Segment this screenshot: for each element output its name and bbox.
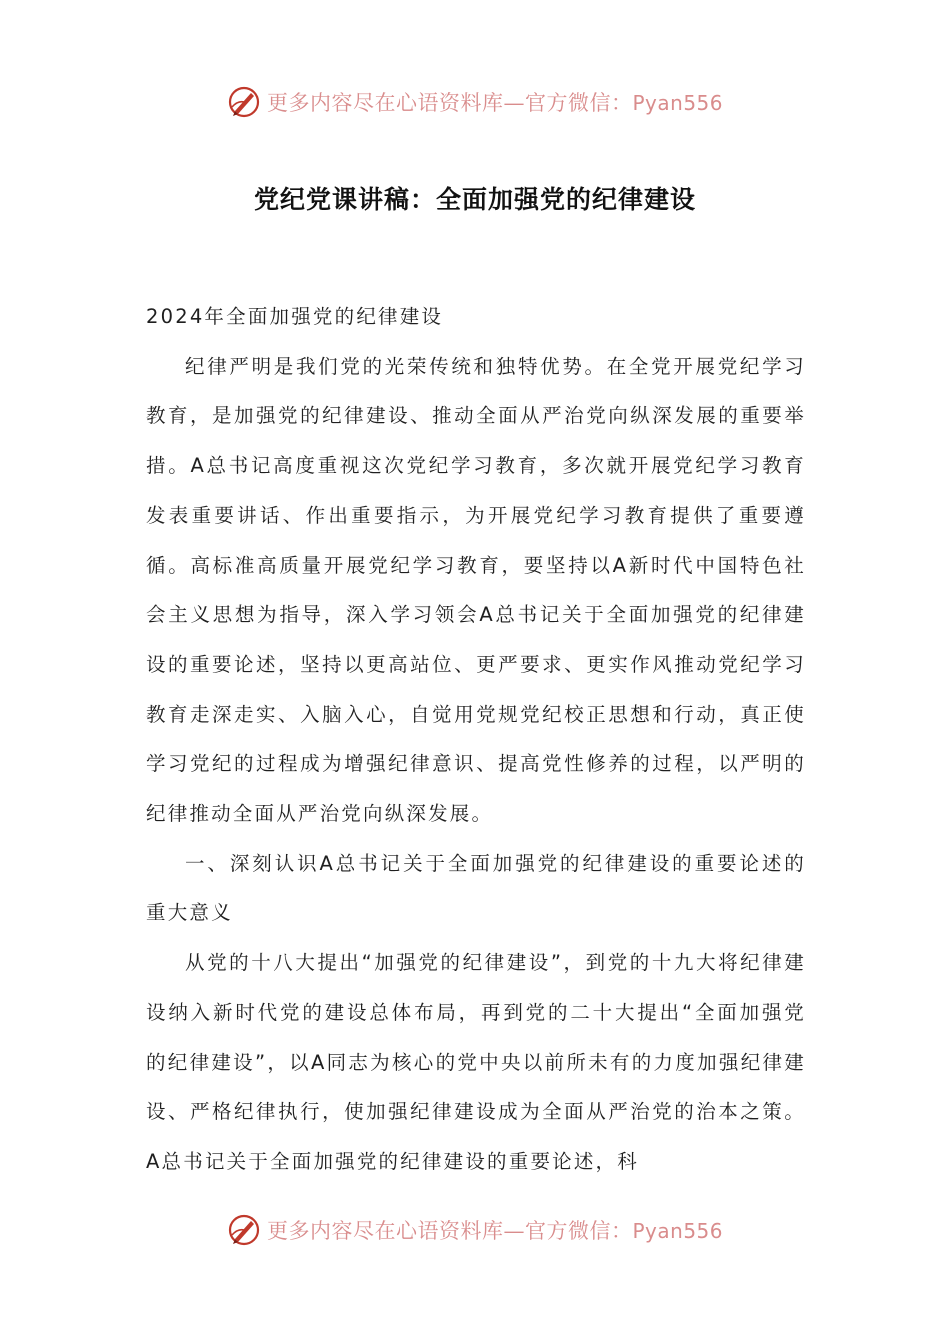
pen-logo-icon (227, 1213, 261, 1247)
watermark-text: 更多内容尽在心语资料库—官方微信：Pyan556 (266, 91, 723, 115)
watermark-banner-top (0, 82, 950, 122)
document-subheading: 2024年全面加强党的纪律建设 (146, 305, 444, 328)
section-heading: 一、深刻认识A总书记关于全面加强党的纪律建设的重要论述的重大意义 (146, 851, 806, 925)
document-body (146, 292, 806, 1187)
document-title: 党纪党课讲稿：全面加强党的纪律建设 (253, 185, 696, 214)
watermark-text: 更多内容尽在心语资料库—官方微信：Pyan556 (266, 1219, 723, 1243)
watermark-banner-bottom (0, 1210, 950, 1250)
body-paragraph: 纪律严明是我们党的光荣传统和独特优势。在全党开展党纪学习教育，是加强党的纪律建设、推动全面从严治党向纵深发展的重要举措。A总书记高度重视这次党纪学习教育，多次就开展党纪学习教育发表重要讲话、作出重要指示，为开展党纪学习教育提供了重要遵循。高标准高质量开展党纪学习教育，要坚持以A新时代中国特色社会主义思想为指导，深入学习领会A总书记关于全面加强党的纪律建设的重要论述，坚持以更高站位、更严要求、更实作风推动党纪学习教育走深走实、入脑入心，自觉用党规党纪校正思想和行动，真正使学习党纪的过程成为增强纪律意识、提高党性修养的过程，以严明的纪律推动全面从严治党向纵深发展。 (146, 354, 806, 826)
pen-logo-icon (227, 85, 261, 119)
body-paragraph: 从党的十八大提出“加强党的纪律建设”，到党的十九大将纪律建设纳入新时代党的建设总体布局，再到党的二十大提出“全面加强党的纪律建设”，以A同志为核心的党中央以前所未有的力度加强纪律建设、严格纪律执行，使加强纪律建设成为全面从严治党的治本之策。A总书记关于全面加强党的纪律建设的重要论述，科 (146, 951, 806, 1173)
